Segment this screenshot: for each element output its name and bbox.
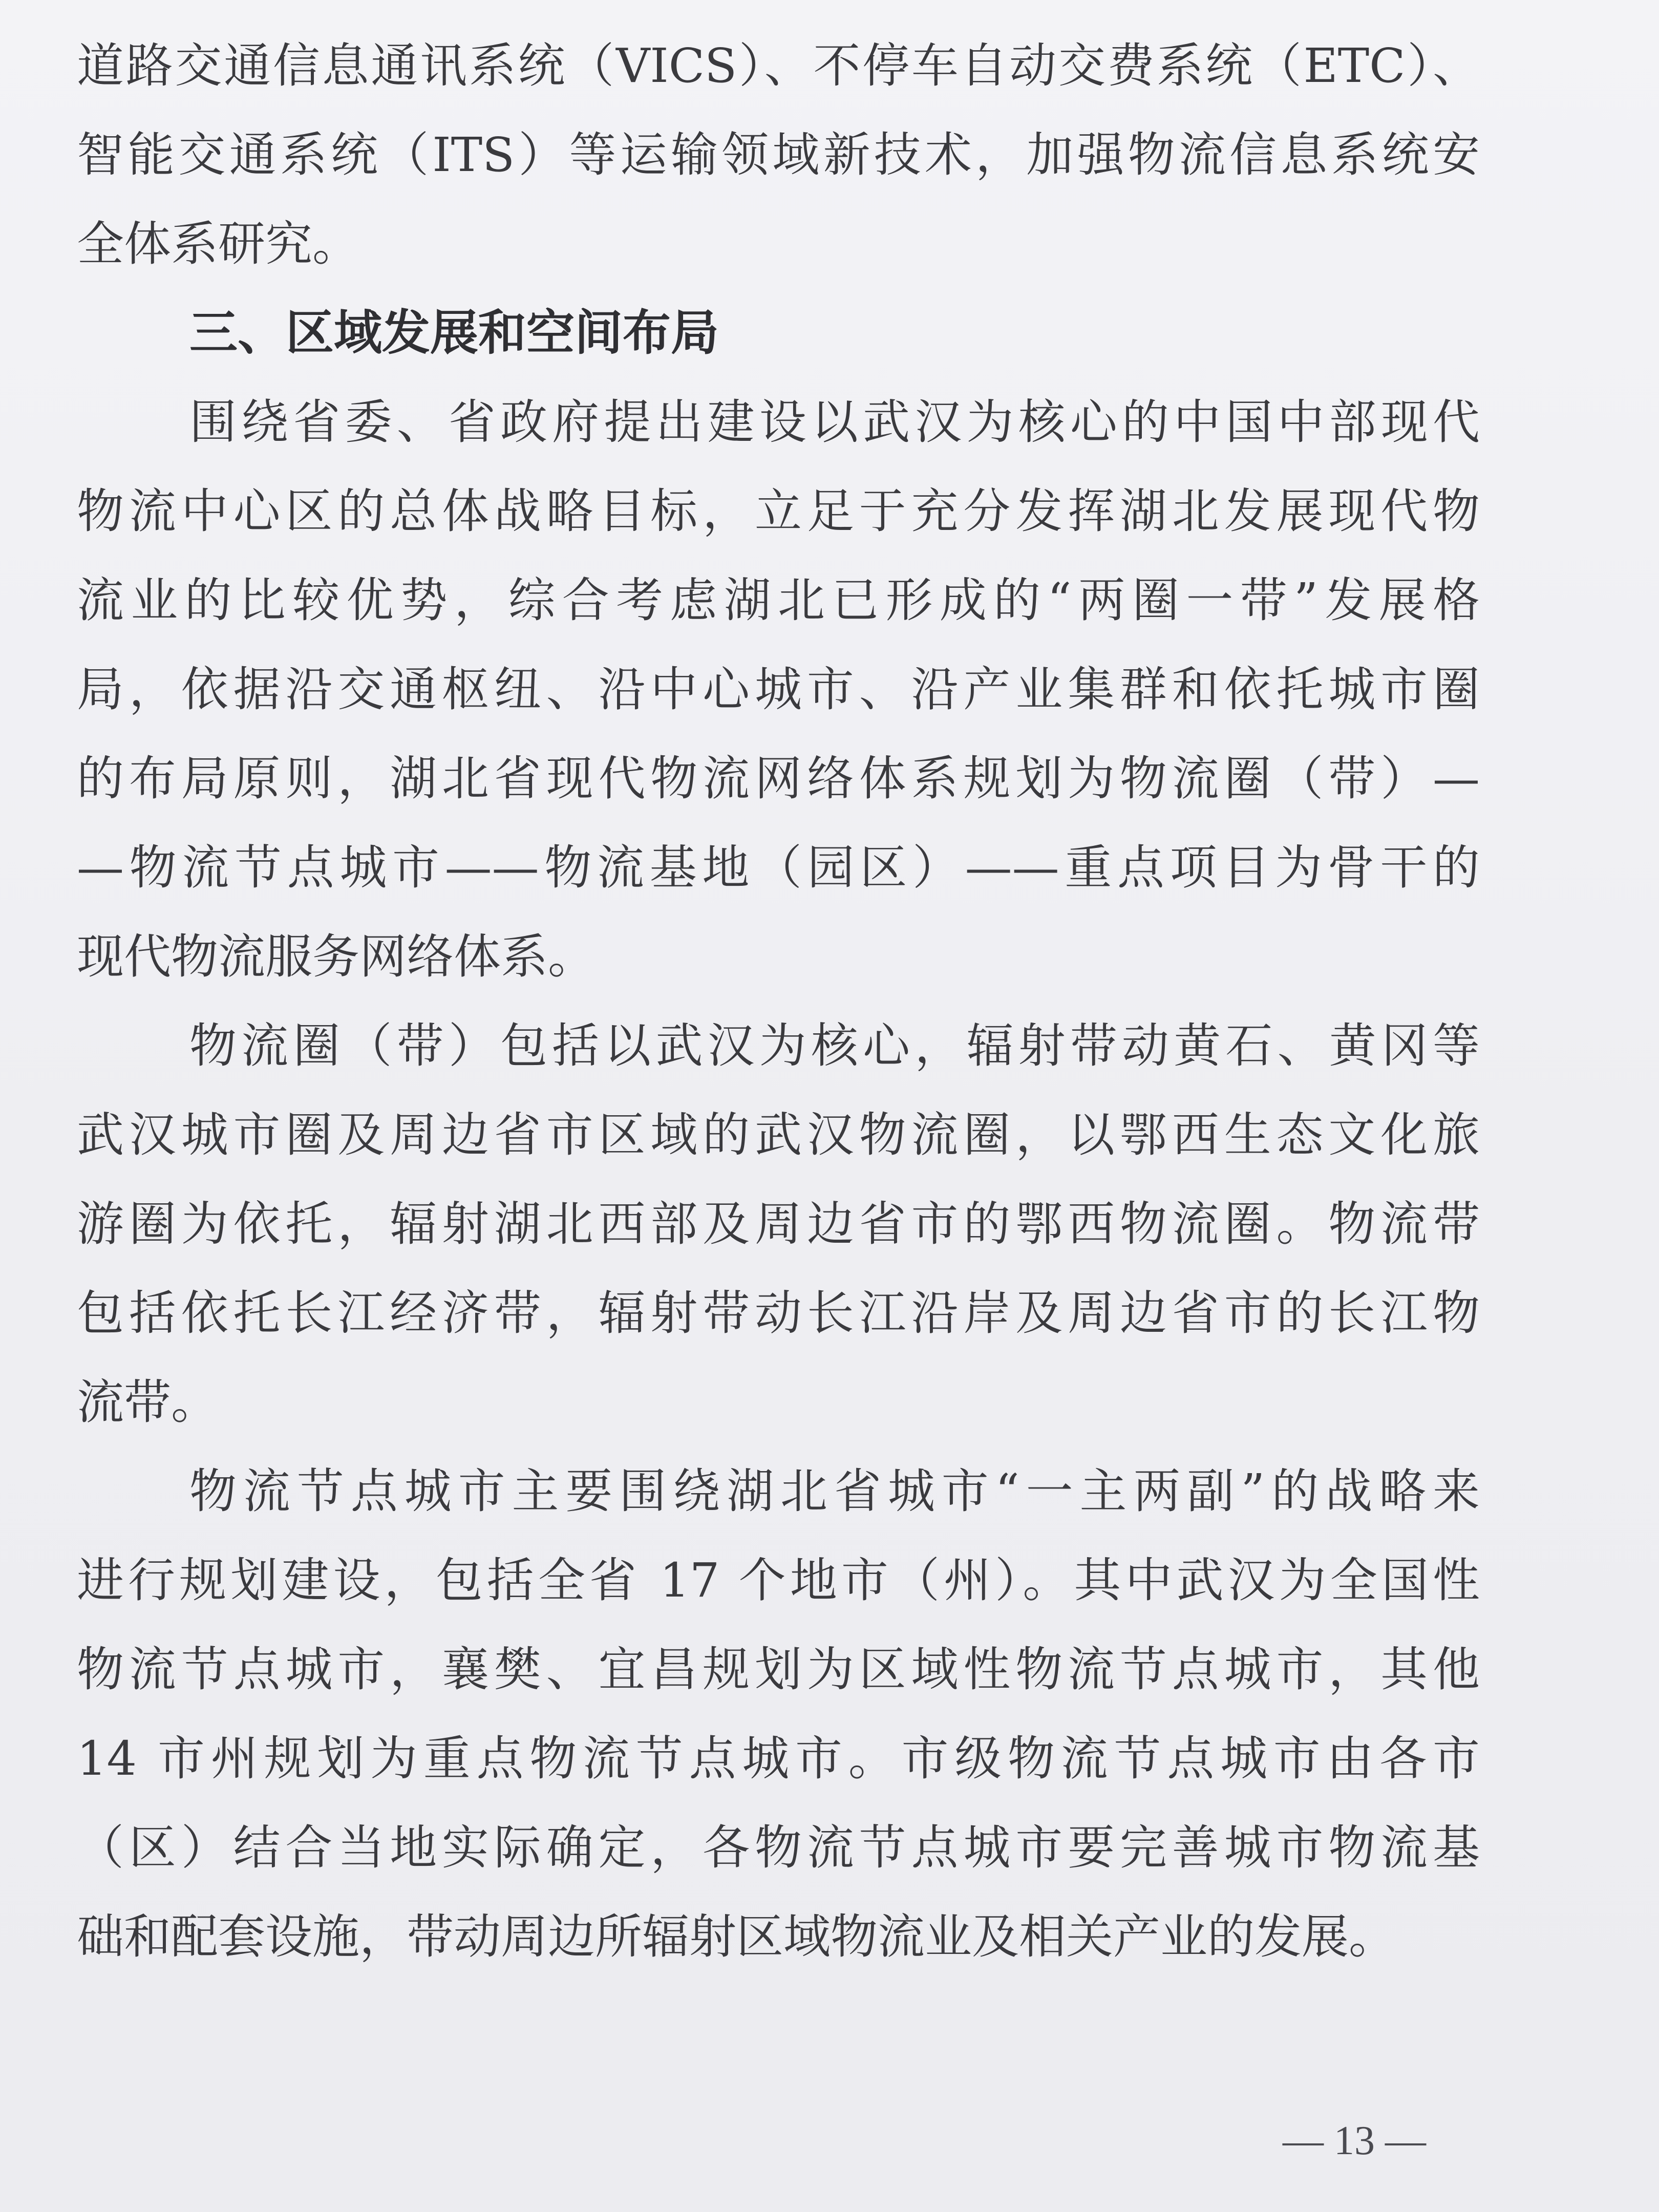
text-line: 全体系研究。 <box>77 217 360 271</box>
text-line: 游圈为依托，辐射湖北西部及周边省市的鄂西物流圈。物流带 <box>77 1197 1480 1251</box>
paragraph-first-line: 物流节点城市主要围绕湖北省城市“一主两副”的战略来 <box>189 1464 1480 1519</box>
text-line: —物流节点城市——物流基地（园区）——重点项目为骨干的 <box>77 840 1480 895</box>
text-line: 智能交通系统（ITS）等运输领域新技术，加强物流信息系统安 <box>77 127 1480 182</box>
text-line: 流业的比较优势，综合考虑湖北已形成的“两圈一带”发展格 <box>77 573 1480 628</box>
text-line: 武汉城市圈及周边省市区域的武汉物流圈，以鄂西生态文化旅 <box>77 1108 1480 1162</box>
text-line: 道路交通信息通讯系统（VICS）、不停车自动交费系统（ETC）、 <box>77 38 1480 93</box>
text-line: 物流中心区的总体战略目标，立足于充分发挥湖北发展现代物 <box>77 484 1480 539</box>
text-line: 进行规划建设，包括全省 17 个地市（州）。其中武汉为全国性 <box>77 1553 1480 1608</box>
text-line: 流带。 <box>77 1375 219 1430</box>
text-line: 包括依托长江经济带，辐射带动长江沿岸及周边省市的长江物 <box>77 1286 1480 1341</box>
text-line: 物流节点城市，襄樊、宜昌规划为区域性物流节点城市，其他 <box>77 1642 1480 1697</box>
paragraph-first-line: 围绕省委、省政府提出建设以武汉为核心的中国中部现代 <box>189 395 1480 450</box>
text-line: 的布局原则，湖北省现代物流网络体系规划为物流圈（带）— <box>77 751 1480 806</box>
text-line: 局，依据沿交通枢纽、沿中心城市、沿产业集群和依托城市圈 <box>77 662 1480 717</box>
text-line: 础和配套设施，带动周边所辐射区域物流业及相关产业的发展。 <box>77 1909 1396 1964</box>
text-line: （区）结合当地实际确定，各物流节点城市要完善城市物流基 <box>77 1820 1480 1875</box>
paragraph-first-line: 物流圈（带）包括以武汉为核心，辐射带动黄石、黄冈等 <box>189 1018 1480 1073</box>
page-number: — 13 — <box>1283 2118 1426 2163</box>
section-heading: 三、区域发展和空间布局 <box>189 305 719 361</box>
document-body <box>77 22 1480 1982</box>
text-line: 14 市州规划为重点物流节点城市。市级物流节点城市由各市 <box>77 1731 1480 1786</box>
text-line: 现代物流服务网络体系。 <box>77 929 595 984</box>
